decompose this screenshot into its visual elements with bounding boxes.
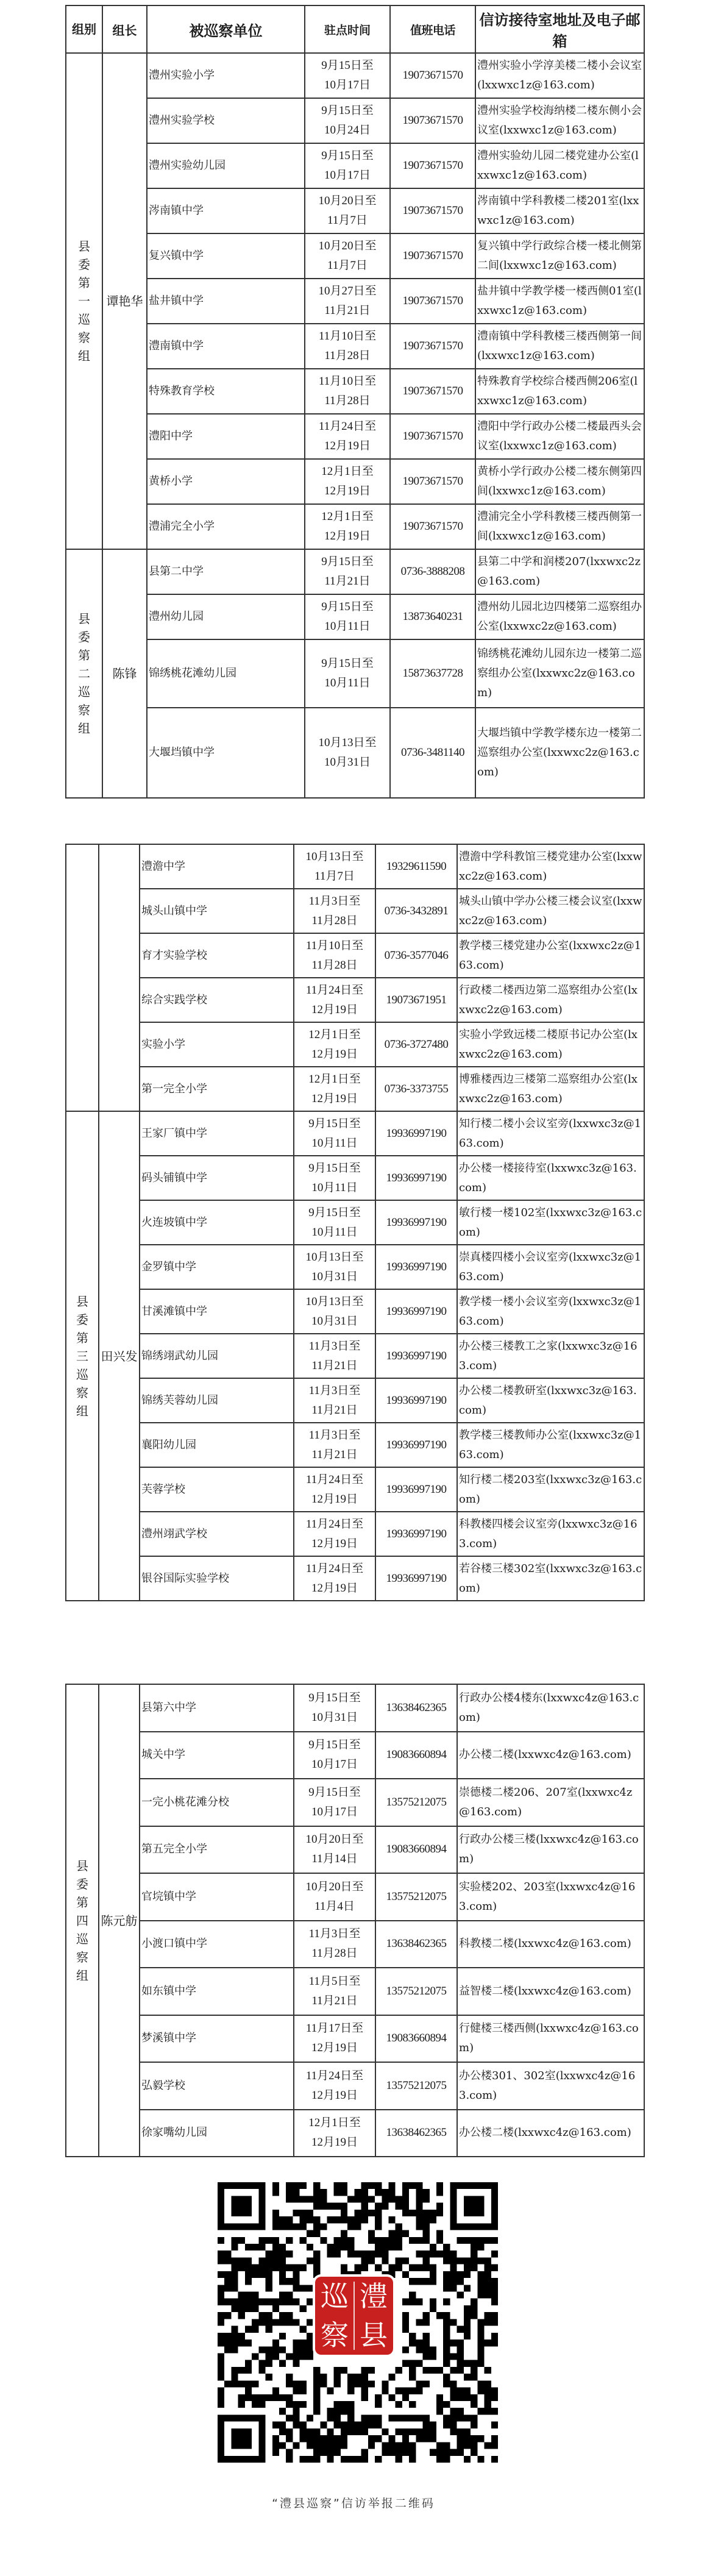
unit-cell: 锦绣翊武幼儿园 [140,1334,294,1378]
time-cell: 11月24日至 12月19日 [294,2062,375,2110]
time-cell: 11月17日至 12月19日 [294,2015,375,2063]
table-row [66,639,644,708]
unit-cell: 综合实践学校 [140,978,294,1022]
unit-cell: 涔南镇中学 [147,188,305,233]
time-cell: 9月15日至 10月31日 [294,1684,375,1732]
table-row [66,1378,644,1423]
group-name-cell: 县委第四巡察组 [66,1684,99,2157]
unit-cell: 金罗镇中学 [140,1245,294,1289]
address-cell: 办公楼二楼教研室(lxxwxc3z@163.com) [457,1378,644,1423]
time-cell: 11月24日至 12月19日 [294,1512,375,1556]
unit-cell: 梦溪镇中学 [140,2015,294,2063]
table-row [66,594,644,639]
address-cell: 澧州幼儿园北边四楼第二巡察组办公室(lxxwxc2z@163.com) [475,594,644,639]
address-cell: 澧州实验幼儿园二楼党建办公室(lxxwxc1z@163.com) [475,143,644,188]
time-cell: 9月15日至 10月11日 [294,1111,375,1156]
phone-cell: 19329611590 [375,844,457,889]
time-cell: 11月3日至 11月21日 [294,1334,375,1378]
table-row [66,2015,644,2063]
address-cell: 行健楼三楼西侧(lxxwxc4z@163.com) [457,2015,644,2063]
phone-cell: 19073671570 [390,233,475,279]
time-cell: 12月1日至 12月19日 [294,2110,375,2157]
phone-cell: 19936997190 [375,1334,457,1378]
phone-cell: 19083660894 [375,2015,457,2063]
address-cell: 办公楼三楼教工之家(lxxwxc3z@163.com) [457,1334,644,1378]
time-cell: 9月15日至 10月17日 [305,53,390,98]
table-row [66,324,644,369]
address-cell: 复兴镇中学行政综合楼一楼北侧第二间(lxxwxc1z@163.com) [475,233,644,279]
unit-cell: 码头铺镇中学 [140,1156,294,1200]
table-row [66,1779,644,1826]
address-cell: 澧澹中学科教馆三楼党建办公室(lxxwxc2z@163.com) [457,844,644,889]
table-row [66,188,644,233]
phone-cell: 19073671570 [390,324,475,369]
time-cell: 11月24日至 12月19日 [305,414,390,459]
unit-cell: 第五完全小学 [140,1826,294,1874]
phone-cell: 19936997190 [375,1467,457,1512]
unit-cell: 实验小学 [140,1022,294,1067]
time-cell: 10月20日至 11月14日 [294,1826,375,1874]
unit-cell: 甘溪滩镇中学 [140,1289,294,1334]
unit-cell: 徐家嘴幼儿园 [140,2110,294,2157]
phone-cell: 19073671570 [390,279,475,324]
address-cell: 涔南镇中学科教楼二楼201室(lxxwxc1z@163.com) [475,188,644,233]
address-cell: 崇真楼四楼小会议室旁(lxxwxc3z@163.com) [457,1245,644,1289]
address-cell: 行政楼二楼西边第二巡察组办公室(lxxwxc2z@163.com) [457,978,644,1022]
phone-cell: 19073671570 [390,369,475,414]
group-name-cell-empty [66,844,99,1111]
table-row [66,1732,644,1779]
time-cell: 9月15日至 10月24日 [305,98,390,143]
table-row [66,1467,644,1512]
time-cell: 11月24日至 12月19日 [294,978,375,1022]
time-cell: 9月15日至 11月21日 [305,549,390,594]
address-cell: 博雅楼西边三楼第二巡察组办公室(lxxwxc2z@163.com) [457,1067,644,1111]
phone-cell: 0736-3577046 [375,933,457,978]
inspection-table-page-2 [65,844,645,1601]
table-row [66,1111,644,1156]
table-row [66,2062,644,2110]
address-cell: 益智楼二楼(lxxwxc4z@163.com) [457,1968,644,2015]
unit-cell: 县第二中学 [147,549,305,594]
phone-cell: 19936997190 [375,1289,457,1334]
address-cell: 办公楼301、302室(lxxwxc4z@163.com) [457,2062,644,2110]
phone-cell: 19073671570 [390,188,475,233]
phone-cell: 19073671570 [390,459,475,504]
address-cell: 知行楼二楼小会议室旁(lxxwxc3z@163.com) [457,1111,644,1156]
table-row [66,504,644,549]
phone-cell: 19073671570 [390,504,475,549]
time-cell: 11月3日至 11月28日 [294,889,375,933]
table-row [66,279,644,324]
unit-cell: 襄阳幼儿园 [140,1423,294,1467]
time-cell: 9月15日至 10月17日 [305,143,390,188]
address-cell: 教学楼一楼小会议室旁(lxxwxc3z@163.com) [457,1289,644,1334]
address-cell: 办公楼二楼(lxxwxc4z@163.com) [457,2110,644,2157]
time-cell: 10月13日至 11月7日 [294,844,375,889]
unit-cell: 盐井镇中学 [147,279,305,324]
phone-cell: 19936997190 [375,1556,457,1601]
table-row [66,1968,644,2015]
unit-cell: 锦绣芙蓉幼儿园 [140,1378,294,1423]
seal-char: 县 [360,2319,388,2352]
address-cell: 行政办公楼三楼(lxxwxc4z@163.com) [457,1826,644,1874]
address-cell: 知行楼二楼203室(lxxwxc3z@163.com) [457,1467,644,1512]
table-row [66,143,644,188]
seal-logo [315,2277,393,2355]
seal-char: 澧 [360,2280,388,2313]
phone-cell: 13575212075 [375,2062,457,2110]
address-cell: 大堰垱镇中学教学楼东边一楼第二巡察组办公室(lxxwxc2z@163.com) [475,708,644,798]
table-row [66,1289,644,1334]
table-row [66,889,644,933]
unit-cell: 澧澹中学 [140,844,294,889]
table-header-row [66,5,644,53]
table-row [66,549,644,594]
table-row [66,1200,644,1245]
group-name-cell: 县委第二巡察组 [66,549,102,798]
phone-cell: 19936997190 [375,1245,457,1289]
table-body [66,844,644,1601]
address-cell: 澧浦完全小学科教楼三楼西侧第一间(lxxwxc1z@163.com) [475,504,644,549]
group-name-cell: 县委第一巡察组 [66,53,102,549]
time-cell: 11月3日至 11月21日 [294,1423,375,1467]
phone-cell: 13638462365 [375,2110,457,2157]
address-cell: 办公楼二楼(lxxwxc4z@163.com) [457,1732,644,1779]
time-cell: 10月20日至 11月7日 [305,233,390,279]
phone-cell: 0736-3373755 [375,1067,457,1111]
phone-cell: 19936997190 [375,1111,457,1156]
address-cell: 若谷楼三楼302室(lxxwxc3z@163.com) [457,1556,644,1601]
phone-cell: 19936997190 [375,1378,457,1423]
table-row [66,933,644,978]
phone-cell: 13575212075 [375,1779,457,1826]
table-row [66,844,644,889]
table-row [66,1423,644,1467]
time-cell: 12月1日至 12月19日 [305,459,390,504]
phone-cell: 19083660894 [375,1732,457,1779]
group-leader-cell: 陈元舫 [99,1684,140,2157]
header-group: 组别 [66,5,102,53]
unit-cell: 王家厂镇中学 [140,1111,294,1156]
time-cell: 9月15日至 10月11日 [305,594,390,639]
table-row [66,1156,644,1200]
time-cell: 9月15日至 10月11日 [294,1200,375,1245]
time-cell: 12月1日至 12月19日 [294,1022,375,1067]
table-row [66,2110,644,2157]
table-row [66,414,644,459]
phone-cell: 19936997190 [375,1156,457,1200]
unit-cell: 官垸镇中学 [140,1873,294,1921]
table-row [66,1022,644,1067]
unit-cell: 锦绣桃花滩幼儿园 [147,639,305,708]
unit-cell: 澧阳中学 [147,414,305,459]
time-cell: 10月20日至 11月4日 [294,1873,375,1921]
phone-cell: 0736-3432891 [375,889,457,933]
unit-cell: 城头山镇中学 [140,889,294,933]
time-cell: 11月3日至 11月21日 [294,1378,375,1423]
address-cell: 教学楼三楼党建办公室(lxxwxc2z@163.com) [457,933,644,978]
seal-divider [354,2282,355,2350]
address-cell: 城头山镇中学办公楼三楼会议室(lxxwxc2z@163.com) [457,889,644,933]
phone-cell: 19073671570 [390,414,475,459]
unit-cell: 黄桥小学 [147,459,305,504]
group-leader-cell: 谭艳华 [102,53,147,549]
table-row [66,978,644,1022]
phone-cell: 15873637728 [390,639,475,708]
address-cell: 锦绣桃花滩幼儿园东边一楼第二巡察组办公室(lxxwxc2z@163.com) [475,639,644,708]
seal-char: 巡 [321,2280,349,2313]
phone-cell: 19936997190 [375,1512,457,1556]
time-cell: 9月15日至 10月11日 [305,639,390,708]
unit-cell: 澧州实验幼儿园 [147,143,305,188]
seal-char: 察 [321,2319,349,2352]
time-cell: 9月15日至 10月17日 [294,1779,375,1826]
time-cell: 11月10日至 11月28日 [294,933,375,978]
time-cell: 10月27日至 11月21日 [305,279,390,324]
table-row [66,1334,644,1378]
unit-cell: 县第六中学 [140,1684,294,1732]
address-cell: 澧阳中学行政办公楼二楼最西头会议室(lxxwxc1z@163.com) [475,414,644,459]
group-leader-cell: 田兴发 [99,1111,140,1601]
address-cell: 澧南镇中学科教楼三楼西侧第一间(lxxwxc1z@163.com) [475,324,644,369]
address-cell: 特殊教育学校综合楼西侧206室(lxxwxc1z@163.com) [475,369,644,414]
phone-cell: 19936997190 [375,1423,457,1467]
address-cell: 办公楼一楼接待室(lxxwxc3z@163.com) [457,1156,644,1200]
table-row [66,98,644,143]
report-qr-code[interactable] [218,2182,498,2463]
unit-cell: 澧州幼儿园 [147,594,305,639]
unit-cell: 大堰垱镇中学 [147,708,305,798]
time-cell: 10月13日至 10月31日 [305,708,390,798]
time-cell: 12月1日至 12月19日 [294,1067,375,1111]
unit-cell: 澧浦完全小学 [147,504,305,549]
phone-cell: 19083660894 [375,1826,457,1874]
address-cell: 敏行楼一楼102室(lxxwxc3z@163.com) [457,1200,644,1245]
group-leader-cell: 陈锋 [102,549,147,798]
unit-cell: 澧州翊武学校 [140,1512,294,1556]
phone-cell: 13873640231 [390,594,475,639]
table-body [66,1684,644,2157]
table-body [66,53,644,798]
header-time: 驻点时间 [305,5,390,53]
unit-cell: 如东镇中学 [140,1968,294,2015]
unit-cell: 城关中学 [140,1732,294,1779]
address-cell: 黄桥小学行政办公楼二楼东侧第四间(lxxwxc1z@163.com) [475,459,644,504]
table-row [66,1873,644,1921]
unit-cell: 复兴镇中学 [147,233,305,279]
phone-cell: 0736-3888208 [390,549,475,594]
table-row [66,1512,644,1556]
phone-cell: 19073671570 [390,98,475,143]
time-cell: 10月13日至 10月31日 [294,1289,375,1334]
table-row [66,53,644,98]
time-cell: 10月13日至 10月31日 [294,1245,375,1289]
table-row [66,1556,644,1601]
inspection-table-page-1 [65,5,645,799]
unit-cell: 特殊教育学校 [147,369,305,414]
phone-cell: 19073671951 [375,978,457,1022]
time-cell: 11月3日至 11月28日 [294,1921,375,1968]
unit-cell: 芙蓉学校 [140,1467,294,1512]
group-name-cell: 县委第三巡察组 [66,1111,99,1601]
address-cell: 实验楼202、203室(lxxwxc4z@163.com) [457,1873,644,1921]
table-row [66,1067,644,1111]
table-row [66,708,644,798]
time-cell: 11月5日至 11月21日 [294,1968,375,2015]
unit-cell: 小渡口镇中学 [140,1921,294,1968]
time-cell: 9月15日至 10月17日 [294,1732,375,1779]
unit-cell: 澧州实验学校 [147,98,305,143]
table-row [66,369,644,414]
table-row [66,459,644,504]
time-cell: 11月24日至 12月19日 [294,1467,375,1512]
phone-cell: 0736-3481140 [390,708,475,798]
header-leader: 组长 [102,5,147,53]
address-cell: 科教楼二楼(lxxwxc4z@163.com) [457,1921,644,1968]
header-unit: 被巡察单位 [147,5,305,53]
qr-caption: “澧县巡察”信访举报二维码 [272,2497,435,2510]
table-row [66,1684,644,1732]
address-cell: 科教楼四楼会议室旁(lxxwxc3z@163.com) [457,1512,644,1556]
address-cell: 教学楼三楼教师办公室(lxxwxc3z@163.com) [457,1423,644,1467]
time-cell: 11月10日至 11月28日 [305,324,390,369]
phone-cell: 13638462365 [375,1921,457,1968]
unit-cell: 第一完全小学 [140,1067,294,1111]
address-cell: 澧州实验学校海纳楼二楼东侧小会议室(lxxwxc1z@163.com) [475,98,644,143]
inspection-table-page-3 [65,1684,645,2157]
unit-cell: 火连坡镇中学 [140,1200,294,1245]
time-cell: 12月1日至 12月19日 [305,504,390,549]
unit-cell: 澧南镇中学 [147,324,305,369]
time-cell: 11月24日至 12月19日 [294,1556,375,1601]
phone-cell: 19073671570 [390,143,475,188]
address-cell: 澧州实验小学淳美楼二楼小会议室(lxxwxc1z@163.com) [475,53,644,98]
address-cell: 实验小学致远楼二楼原书记办公室(lxxwxc2z@163.com) [457,1022,644,1067]
time-cell: 9月15日至 10月11日 [294,1156,375,1200]
address-cell: 崇德楼二楼206、207室(lxxwxc4z@163.com) [457,1779,644,1826]
phone-cell: 13638462365 [375,1684,457,1732]
header-phone: 值班电话 [390,5,475,53]
phone-cell: 19936997190 [375,1200,457,1245]
phone-cell: 0736-3727480 [375,1022,457,1067]
unit-cell: 澧州实验小学 [147,53,305,98]
time-cell: 11月10日至 11月28日 [305,369,390,414]
group-leader-cell-empty [99,844,140,1111]
table-row [66,1921,644,1968]
phone-cell: 13575212075 [375,1873,457,1921]
address-cell: 盐井镇中学教学楼一楼西侧01室(lxxwxc1z@163.com) [475,279,644,324]
phone-cell: 13575212075 [375,1968,457,2015]
table-row [66,1826,644,1874]
phone-cell: 19073671570 [390,53,475,98]
header-address: 信访接待室地址及电子邮箱 [475,5,644,53]
unit-cell: 育才实验学校 [140,933,294,978]
address-cell: 行政办公楼4楼东(lxxwxc4z@163.com) [457,1684,644,1732]
unit-cell: 银谷国际实验学校 [140,1556,294,1601]
table-row [66,233,644,279]
unit-cell: 一完小桃花滩分校 [140,1779,294,1826]
time-cell: 10月20日至 11月7日 [305,188,390,233]
table-row [66,1245,644,1289]
address-cell: 县第二中学和润楼207(lxxwxc2z@163.com) [475,549,644,594]
unit-cell: 弘毅学校 [140,2062,294,2110]
